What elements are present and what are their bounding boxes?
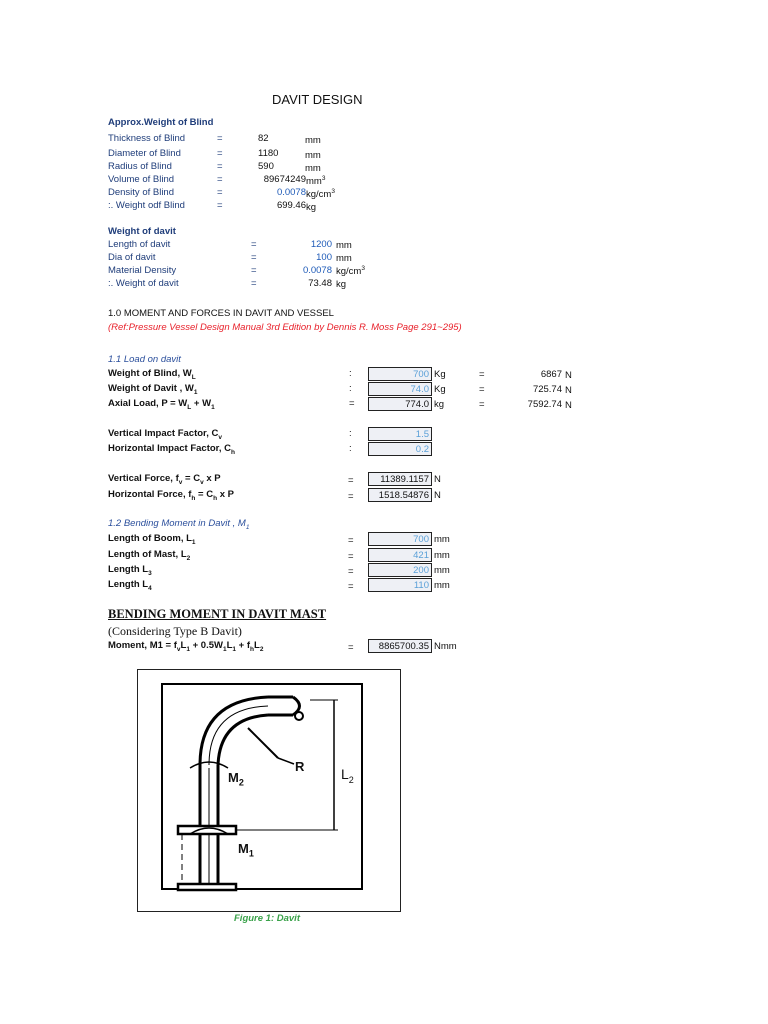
blind-unit: mm <box>305 163 321 174</box>
bending-value-box: 110 <box>368 578 432 592</box>
load-converted-unit: N <box>565 400 572 411</box>
bending-value-box: 700 <box>368 532 432 546</box>
load-converted: 725.74 <box>532 384 562 395</box>
bending-unit: mm <box>434 580 450 591</box>
blind-value: 1180 <box>258 148 279 159</box>
force-value-box: 1518.54876 <box>368 488 432 502</box>
bending-op: = <box>348 566 354 577</box>
load-unit: Kg <box>434 369 446 380</box>
load-label: Weight of Davit , $W_1$ <box>108 383 198 396</box>
load-op: : <box>349 368 352 379</box>
force-op: = <box>348 491 354 502</box>
bending-op: = <box>348 581 354 592</box>
blind-unit: mm <box>305 150 321 161</box>
impact-op: : <box>349 428 352 439</box>
mast-heading: BENDING MOMENT IN DAVIT MAST <box>108 607 327 621</box>
load-op: = <box>349 398 355 409</box>
impact-label: Vertical Impact Factor, $C_v$ <box>108 428 222 441</box>
blind-label: Diameter of Blind <box>108 148 181 159</box>
load-label: Axial Load, $P = W_L + W_1$ <box>108 398 215 411</box>
davit-value: 1200 <box>310 239 332 250</box>
bending-label: Length $L_4$ <box>108 579 152 592</box>
bending-value-box: 200 <box>368 563 432 577</box>
bending-value-box: 421 <box>368 548 432 562</box>
force-label: Horizontal Force, $f_h = C_h$ x P <box>108 489 234 502</box>
label-m2: $M_2$ <box>228 770 244 788</box>
blind-value: 699.46 <box>276 200 306 211</box>
mast-subheading: (Considering Type B Davit) <box>108 624 242 638</box>
load-value-box: 74.0 <box>368 382 432 396</box>
davit-eq: = <box>251 265 257 276</box>
load-converted-unit: N <box>565 385 572 396</box>
load-heading: 1.1 Load on davit <box>108 354 181 365</box>
force-value-box: 11389.1157 <box>368 472 432 486</box>
load-converted: 6867 <box>540 369 562 380</box>
bending-heading: 1.2 Bending Moment in Davit , $M_1$ <box>108 518 250 531</box>
label-r: R <box>295 759 305 774</box>
davit-section-header: Weight of davit <box>108 226 176 237</box>
load-converted-unit: N <box>565 370 572 381</box>
load-eq: = <box>479 399 485 410</box>
davit-eq: = <box>251 239 257 250</box>
figure-caption: Figure 1: Davit <box>234 913 300 924</box>
davit-eq: = <box>251 278 257 289</box>
blind-unit: $mm^3$ <box>306 174 326 187</box>
force-unit: N <box>434 490 441 501</box>
load-value-box: 774.0 <box>368 397 432 411</box>
blind-eq: = <box>217 161 223 172</box>
page-title: DAVIT DESIGN <box>272 92 363 107</box>
load-unit: Kg <box>434 384 446 395</box>
blind-unit: $kg/cm^3$ <box>306 187 335 200</box>
davit-label: Dia of davit <box>108 252 156 263</box>
blind-label: Density of Blind <box>108 187 175 198</box>
blind-label: :. Weight odf Blind <box>108 200 185 211</box>
label-m1: $M_1$ <box>238 841 254 859</box>
moment-value-box: 8865700.35 <box>368 639 432 653</box>
impact-label: Horizontal Impact Factor, $C_h$ <box>108 443 235 456</box>
blind-section-header: Approx.Weight of Blind <box>108 117 214 128</box>
davit-eq: = <box>251 252 257 263</box>
blind-label: Volume of Blind <box>108 174 175 185</box>
blind-label: Radius of Blind <box>108 161 172 172</box>
davit-label: Length of davit <box>108 239 171 250</box>
load-op: : <box>349 383 352 394</box>
moment-eq: = <box>348 642 354 653</box>
bending-op: = <box>348 551 354 562</box>
label-l2: $L_2$ <box>341 766 354 785</box>
blind-value: 82 <box>258 133 269 144</box>
bending-unit: mm <box>434 550 450 561</box>
davit-value: 73.48 <box>308 278 332 289</box>
reference-note: (Ref:Pressure Vessel Design Manual 3rd Edition by Dennis R. Moss Page 291~295) <box>108 322 462 333</box>
davit-label: :. Weight of davit <box>108 278 179 289</box>
bending-op: = <box>348 535 354 546</box>
blind-value: 590 <box>258 161 274 172</box>
bending-label: Length of Boom, $L_1$ <box>108 533 196 546</box>
moment-formula: Moment, $M1 = f_vL_1 + 0.5W_1L_1 + f_hL_2$ <box>108 640 264 653</box>
bending-unit: mm <box>434 565 450 576</box>
load-value-box: 700 <box>368 367 432 381</box>
blind-eq: = <box>217 148 223 159</box>
load-eq: = <box>479 384 485 395</box>
blind-unit: mm <box>305 135 321 146</box>
blind-eq: = <box>217 174 223 185</box>
load-eq: = <box>479 369 485 380</box>
blind-unit: kg <box>306 202 317 213</box>
impact-op: : <box>349 443 352 454</box>
davit-unit: kg <box>336 279 347 290</box>
section-heading: 1.0 MOMENT AND FORCES IN DAVIT AND VESSEL <box>108 308 334 319</box>
moment-unit: Nmm <box>434 641 457 652</box>
blind-eq: = <box>217 133 223 144</box>
bending-label: Length of Mast, $L_2$ <box>108 549 191 562</box>
force-op: = <box>348 475 354 486</box>
force-unit: N <box>434 474 441 485</box>
bending-unit: mm <box>434 534 450 545</box>
davit-unit: mm <box>336 240 352 251</box>
davit-value: 100 <box>316 252 332 263</box>
blind-value: 0.0078 <box>276 187 306 198</box>
blind-value: 89674249 <box>263 174 306 185</box>
impact-value-box: 0.2 <box>368 442 432 456</box>
force-label: Vertical Force, $f_v = C_v$ x P <box>108 473 221 486</box>
blind-label: Thickness of Blind <box>108 133 186 144</box>
davit-unit: mm <box>336 253 352 264</box>
davit-value: 0.0078 <box>302 265 332 276</box>
load-unit: kg <box>434 399 445 410</box>
davit-drawing <box>138 670 400 911</box>
blind-eq: = <box>217 187 223 198</box>
impact-value-box: 1.5 <box>368 427 432 441</box>
davit-unit: $kg/cm^3$ <box>336 264 365 277</box>
bending-label: Length $L_3$ <box>108 564 152 577</box>
davit-figure <box>137 669 401 912</box>
davit-label: Material Density <box>108 265 177 276</box>
load-label: Weight of Blind, $W_L$ <box>108 368 196 381</box>
load-converted: 7592.74 <box>527 399 562 410</box>
blind-eq: = <box>217 200 223 211</box>
